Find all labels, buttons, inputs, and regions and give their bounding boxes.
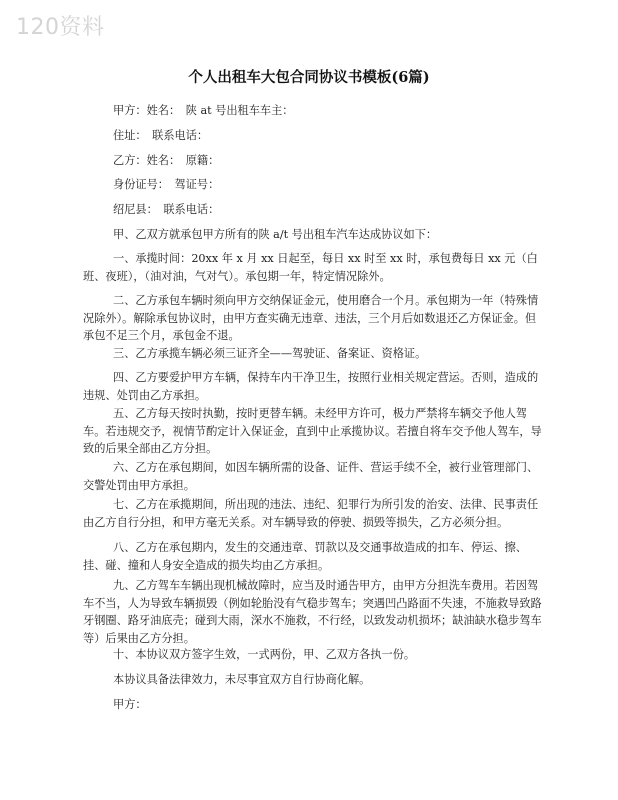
clause-9: 九、乙方驾车车辆出现机械故障时，应当及时通告甲方，由甲方分担洗车费用。若因驾车不当，人为导致车辆损毁（例如轮胎没有气稳步驾车；突遇凹凸路面不失速，不施救导致路牙钢圈、路牙油底壳；碰到大雨，深水不施救，不行经，以致发动机损坏；缺油缺水稳步驾车等）后果由乙方分担。 (83, 579, 542, 645)
party-a-line: 甲方：姓名： 陕 at 号出租车车主： (113, 104, 294, 117)
clause-10: 十、本协议双方签字生效，一式两份，甲、乙双方各执一份。 (113, 648, 416, 661)
legal-effect-line: 本协议具备法律效力，未尽事宜双方自行协商化解。 (113, 673, 371, 686)
clause-3: 三、乙方承揽车辆必须三证齐全——驾驶证、备案证、资格证。 (113, 347, 427, 360)
intro-paragraph: 甲、乙双方就承包甲方所有的陕 a/t 号出租车汽车达成协议如下： (113, 228, 438, 241)
clause-6: 六、乙方在承包期间，如因车辆所需的设备、证件、营运手续不全，被行业管理部门、交警处罚由甲方承担。 (83, 461, 539, 492)
clause-5: 五、乙方每天按时执勤，按时更替车辆。未经甲方许可，极力严禁将车辆交予他人驾车。若违规交予，视情节酌定计入保证金，直到中止承揽协议。若擅自将车交予他人驾车，导致的后果全部由乙方分担。 (83, 407, 542, 455)
clause-8: 八、乙方在承包期内，发生的交通违章、罚款以及交通事故造成的扣车、停运、擦、挂、碰、撞和人身安全造成的损失均由乙方承担。 (83, 541, 527, 572)
clause-2: 二、乙方承包车辆时须向甲方交纳保证金元，使用磨合一个月。承包期为一年（特殊情况除外）。解除承包协议时，由甲方查实确无违章、违法，三个月后如数退还乙方保证金。但承包不足三个月，承包金不退。 (83, 294, 539, 342)
clause-7: 七、乙方在承揽期间，所出现的违法、违纪、犯罪行为所引发的治安、法律、民事责任由乙方自行分担，和甲方毫无关系。对车辆导致的停驶、损毁等损失，乙方必须分担。 (83, 498, 539, 529)
county-line: 绍尼县： 联系电话： (113, 203, 220, 216)
party-b-line: 乙方：姓名： 原籍： (113, 154, 220, 167)
clause-1: 一、承揽时间：20xx 年 x 月 xx 日起至，每日 xx 时至 xx 时，承包费每日 xx 元（白班、夜班），（油对油，气对气）。承包期一年，特定情况除外。 (83, 252, 538, 283)
address-line: 住址： 联系电话： (113, 129, 209, 142)
page-title: 个人出租车大包合同协议书模板(6篇) (188, 69, 430, 86)
signature-party-a: 甲方： (113, 698, 147, 711)
clause-4: 四、乙方要爱护甲方车辆，保持车内干净卫生，按照行业相关规定营运。否则，造成的违规、处罚由乙方承担。 (83, 371, 539, 402)
watermark-logo: 120资料 (16, 15, 105, 40)
id-line: 身份证号： 驾证号： (113, 178, 220, 191)
